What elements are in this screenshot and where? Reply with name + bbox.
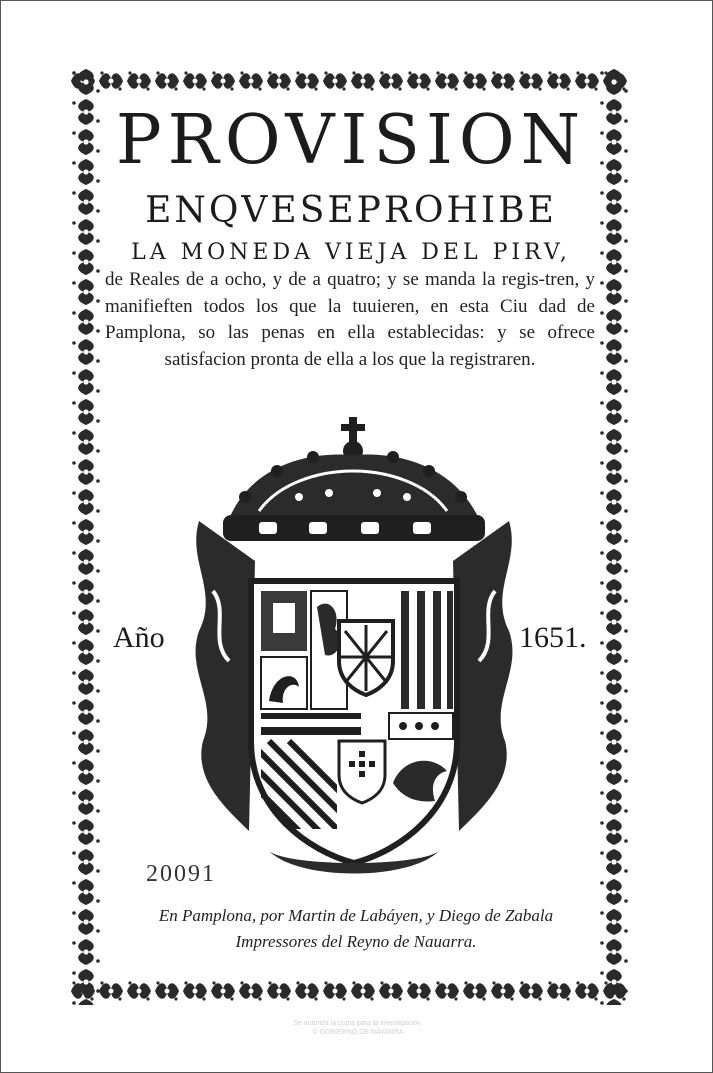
copyright-notice-line-1: Se autoriza la copia para la investigación. <box>293 1020 423 1027</box>
year-label-right: 1651. <box>519 621 587 654</box>
title-line-2: ENQVESEPROHIBE <box>145 190 557 231</box>
year-label-left: Año <box>113 621 165 654</box>
imprint-line-1: En Pamplona, por Martin de Labáyen, y Diego de Zabala <box>158 906 554 925</box>
border-bottom <box>69 977 631 1005</box>
body-paragraph: de Reales de a ocho, y de a quatro; y se manda la regis-tren, y manifieften todos los que la tuuieren, en esta Ciu dad de Pamplona, so las penas en ella establecidas: y se ofrece satisfacion pronta de ella a los que la registraren. <box>105 269 595 370</box>
border-left <box>69 67 103 1005</box>
title-line-3: LA MONEDA VIEJA DEL PIRV, <box>131 240 571 265</box>
title-line-1: PROVISION <box>115 101 587 180</box>
imprint-line-2: Impressores del Reyno de Nauarra. <box>235 932 477 951</box>
copyright-notice-line-2: © GOBIERNO DE NAVARRA <box>312 1029 404 1036</box>
shelfmark-number: 20091 <box>146 861 216 887</box>
coat-of-arms-illustration <box>189 411 519 881</box>
border-top <box>69 67 631 95</box>
border-right <box>597 67 631 1005</box>
